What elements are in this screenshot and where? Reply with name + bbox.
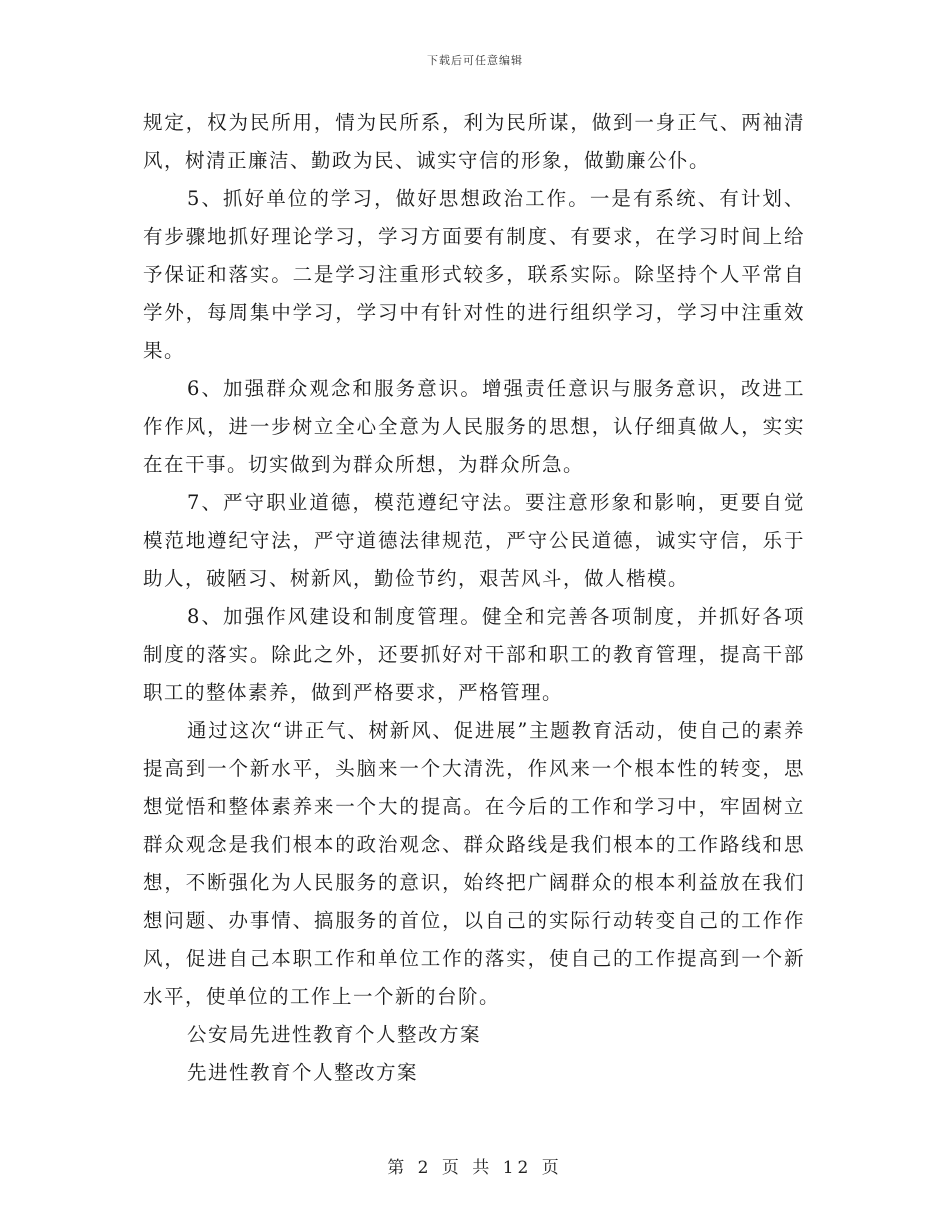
document-body [143,104,805,1092]
paragraph-item-6: 6、加强群众观念和服务意识。增强责任意识与服务意识，改进工作作风，进一步树立全心全意为人民服务的思想，认仔细真做人，实实在在干事。切实做到为群众所想，为群众所急。 [143,377,805,476]
paragraph-continuation: 规定，权为民所用，情为民所系，利为民所谋，做到一身正气、两袖清风，树清正廉洁、勤政为民、诚实守信的形象，做勤廉公仆。 [143,111,805,172]
paragraph-summary: 通过这次“讲正气、树新风、促进展”主题教育活动，使自己的素养提高到一个新水平，头脑来一个大清洗，作风来一个根本性的转变，思想觉悟和整体素养来一个大的提高。在今后的工作和学习中，牢固树立群众观念是我们根本的政治观念、群众路线是我们根本的工作路线和思想，不断强化为人民服务的意识，始终把广阔群众的根本利益放在我们想问题、办事情、搞服务的首位，以自己的实际行动转变自己的工作作风，促进自己本职工作和单位工作的落实，使自己的工作提高到一个新水平，使单位的工作上一个新的台阶。 [143,719,805,1008]
page-number: 第 2 页 共 12 页 [387,1158,563,1178]
page-header: 下载后可任意编辑 [427,54,523,67]
section-title: 公安局先进性教育个人整改方案 [187,1023,482,1046]
paragraph-item-5: 5、抓好单位的学习，做好思想政治工作。一是有系统、有计划、有步骤地抓好理论学习，学习方面要有制度、有要求，在学习时间上给予保证和落实。二是学习注重形式较多，联系实际。除坚持个人平常自学外，每周集中学习，学习中有针对性的进行组织学习，学习中注重效果。 [143,187,805,362]
paragraph-item-7: 7、严守职业道德，模范遵纪守法。要注意形象和影响，更要自觉模范地遵纪守法，严守道德法律规范，严守公民道德，诚实守信，乐于助人，破陋习、树新风，勤俭节约，艰苦风斗，做人楷模。 [143,491,805,590]
section-subtitle: 先进性教育个人整改方案 [187,1061,419,1084]
paragraph-item-8: 8、加强作风建设和制度管理。健全和完善各项制度，并抓好各项制度的落实。除此之外，还要抓好对干部和职工的教育管理，提高干部职工的整体素养，做到严格要求，严格管理。 [143,605,805,704]
